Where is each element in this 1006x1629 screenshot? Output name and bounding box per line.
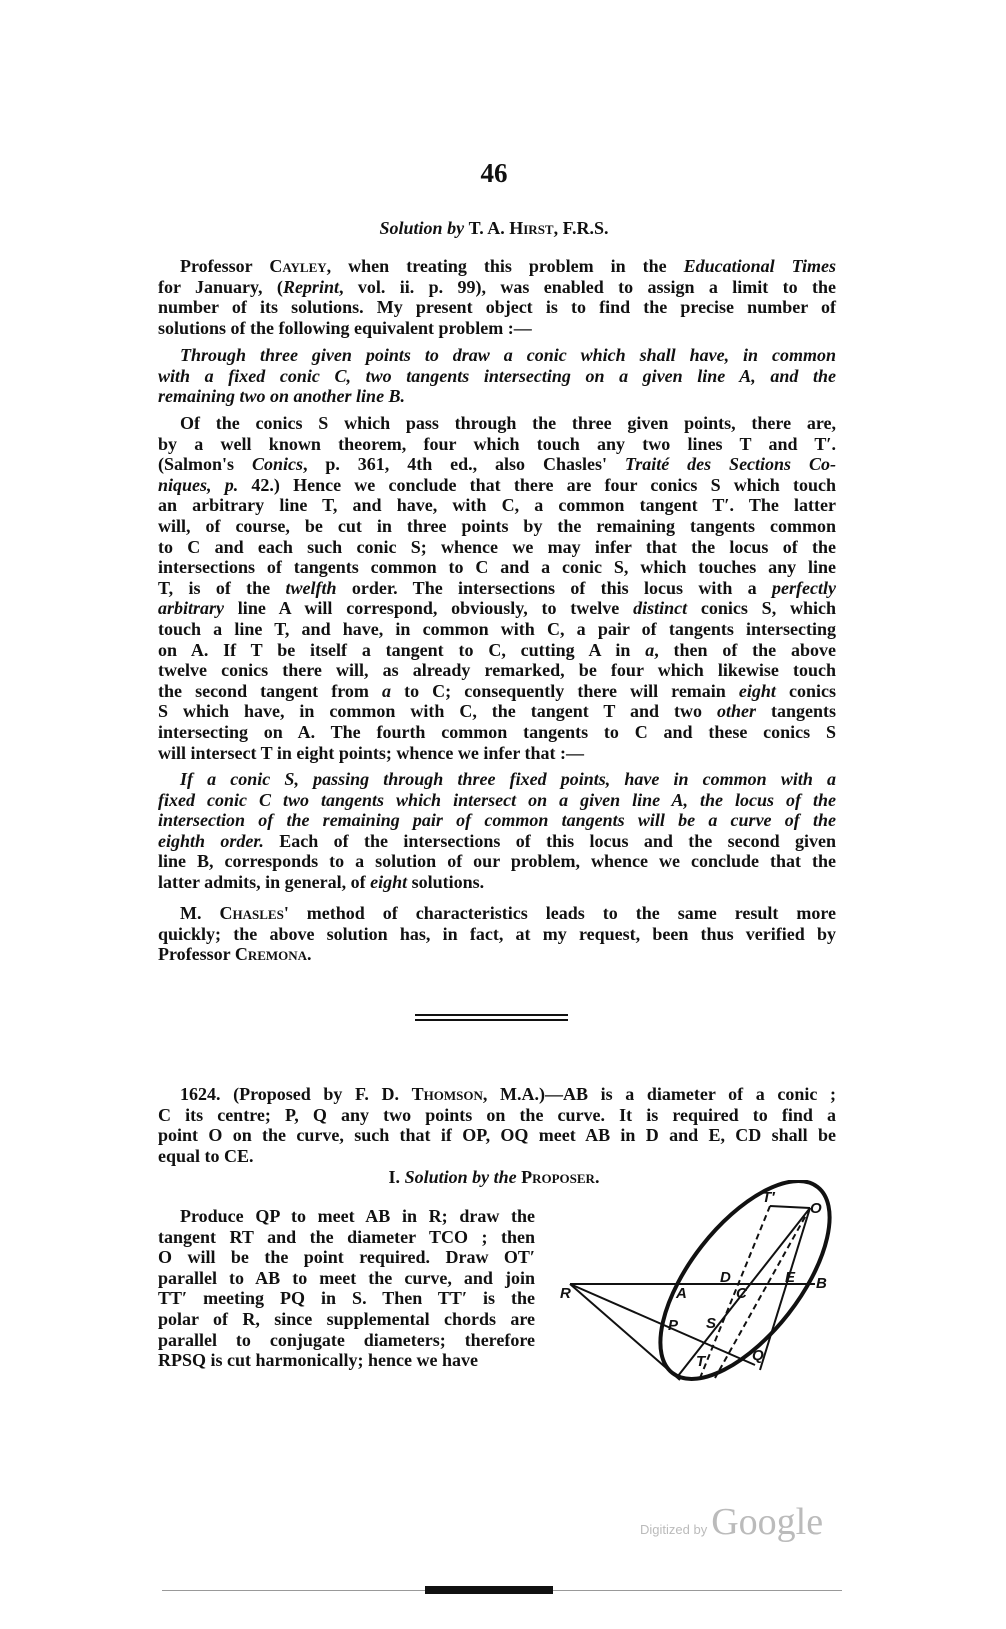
label-O: O: [810, 1200, 822, 1217]
text-run: a: [645, 639, 655, 660]
text-line: [158, 851, 836, 872]
text-run: , vol. ii. p. 99), was enabled to assign a limit to the: [338, 276, 836, 297]
text-run: latter admits, in general, of: [158, 871, 371, 892]
line-OT1: [770, 1206, 810, 1208]
text-run: Chasles: [219, 903, 284, 923]
text-line: [158, 1206, 535, 1227]
text-line: [158, 872, 836, 893]
text-run: O will be the point required. Draw OT′: [158, 1247, 535, 1268]
google-watermark: [640, 1500, 823, 1544]
text-line: [158, 1330, 535, 1351]
text-run: Each of the intersections of this locus and the second given: [263, 830, 836, 851]
text-line: [158, 1268, 535, 1289]
text-run: equal to CE.: [158, 1145, 254, 1166]
text-line: [158, 944, 836, 965]
text-line: [158, 318, 836, 339]
text-line: [158, 366, 836, 387]
label-A: A: [676, 1285, 687, 1302]
text-line: [158, 810, 836, 831]
text-run: I.: [388, 1167, 405, 1187]
text-run: Cayley: [269, 256, 327, 276]
text-run: twelve conics there will, as already remarked, be four which likewise touch: [158, 660, 836, 681]
text-run: Solution by: [379, 218, 469, 238]
text-line: [158, 578, 836, 599]
text-run: point O on the curve, such that if OP, OQ meet AB in D and E, CD shall be: [158, 1125, 836, 1146]
label-S: S: [706, 1315, 717, 1332]
text-run: , when treating this problem in the: [326, 256, 684, 276]
text-line: [158, 413, 836, 434]
text-line: [158, 790, 836, 811]
text-run: order. The intersections of this locus with a: [336, 577, 773, 598]
line-OQ: [760, 1208, 810, 1370]
text-run: remaining two on another line B.: [158, 386, 406, 407]
text-run: to C; consequently there will remain: [391, 680, 739, 701]
text-line: [158, 297, 836, 318]
text-run: eighth order.: [158, 830, 264, 851]
text-run: S which have, in common with C, the tangent T and two: [158, 701, 717, 722]
text-line: [158, 598, 836, 619]
problem-1624: [158, 1084, 836, 1166]
text-run: will intersect T in eight points; whence we infer that :—: [158, 742, 584, 763]
text-run: Produce QP to meet AB in R; draw the: [180, 1206, 535, 1226]
line-RP: [570, 1284, 680, 1380]
label-D: D: [720, 1269, 731, 1286]
text-run: with a fixed conic C, two tangents intersecting on a given line A, and the: [158, 365, 836, 386]
text-line: [158, 434, 836, 455]
text-run: .: [307, 944, 312, 965]
text-run: RPSQ is cut harmonically; hence we have: [158, 1350, 478, 1371]
text-run: , F.R.S.: [553, 218, 609, 238]
text-run: , p. 361, 4th ed., also Chasles': [302, 454, 625, 475]
text-line: [158, 1125, 836, 1146]
text-run: to C and each such conic S; whence we may infer that the locus of the: [158, 536, 836, 557]
text-line: [158, 660, 836, 681]
paragraph: [158, 903, 836, 965]
solution-text: [158, 1206, 535, 1371]
text-line: [158, 640, 836, 661]
text-run: number of its solutions. My present object is to find the precise number of: [158, 297, 836, 318]
text-run: twelfth: [285, 577, 337, 598]
text-run: niques, p.: [158, 474, 239, 495]
text-run: Of the conics S which pass through the three given points, there are,: [180, 413, 836, 433]
text-run: If a conic S, passing through three fixed points, have in common with a: [180, 769, 836, 789]
text-run: Thomson: [411, 1084, 483, 1104]
text-line: [158, 454, 836, 475]
text-run: arbitrary: [158, 598, 225, 619]
text-run: parallel to conjugate diameters; therefore: [158, 1329, 535, 1350]
paragraph: [158, 413, 836, 763]
text-run: M.: [180, 903, 220, 923]
paragraph: [158, 256, 836, 338]
label-E: E: [785, 1269, 796, 1286]
section-title: [0, 218, 988, 239]
text-line: [158, 1309, 535, 1330]
text-run: eight: [370, 871, 408, 892]
text-run: Solution by the: [404, 1167, 522, 1187]
text-line: [158, 831, 836, 852]
text-run: C its centre; P, Q any two points on the curve. It is required to find a: [158, 1104, 836, 1125]
text-line: [158, 277, 836, 298]
page-number: 46: [480, 158, 508, 188]
text-run: intersections of tangents common to C and a conic S, which touches any line: [158, 557, 836, 578]
text-line: [158, 557, 836, 578]
text-run: by a well known theorem, four which touch any two lines T and T′.: [158, 433, 836, 454]
text-line: [158, 681, 836, 702]
text-run: .: [594, 1167, 600, 1187]
text-line: [158, 1247, 535, 1268]
text-line: [158, 475, 836, 496]
text-line: [158, 743, 836, 764]
text-run: Reprint: [282, 276, 339, 297]
text-run: Proposer: [521, 1167, 595, 1187]
text-run: eight: [738, 680, 776, 701]
label-C: C: [736, 1285, 747, 1302]
watermark-small: Digitized by: [640, 1522, 708, 1537]
text-run: the second tangent from: [158, 680, 382, 701]
text-run: Cremona: [234, 944, 308, 965]
text-line: [158, 1350, 535, 1371]
text-run: tangent RT and the diameter TCO ; then: [158, 1226, 535, 1247]
text-run: line A will correspond, obviously, to twelve: [224, 598, 634, 619]
text-run: Through three given points to draw a conic which shall have, in common: [180, 345, 836, 365]
text-run: Conics: [251, 454, 303, 475]
text-run: , M.A.)—AB is a diameter of a conic ;: [482, 1084, 836, 1104]
text-run: Professor: [180, 256, 270, 276]
text-line: [158, 516, 836, 537]
label-B: B: [816, 1275, 827, 1292]
text-run: Educational Times: [683, 256, 837, 276]
text-run: intersection of the remaining pair of common tangents will be a curve of the: [158, 810, 836, 831]
text-run: will, of course, be cut in three points by the remaining tangents common: [158, 515, 836, 536]
paragraph: [158, 345, 836, 407]
text-line: [158, 619, 836, 640]
text-line: [158, 924, 836, 945]
text-run: 42.) Hence we conclude that there are four conics S which touch: [238, 474, 836, 495]
text-run: TT′ meeting PQ in S. Then TT′ is the: [158, 1288, 535, 1309]
text-run: an arbitrary line T, and have, with C, a common tangent T′. The latter: [158, 495, 836, 516]
text-line: [158, 1105, 836, 1126]
text-line: [158, 722, 836, 743]
text-run: parallel to AB to meet the curve, and join: [158, 1267, 535, 1288]
divider-rule-bottom: [415, 1019, 568, 1021]
text-run: quickly; the above solution has, in fact, at my request, been thus verified by: [158, 923, 836, 944]
text-run: T, is of the: [158, 577, 286, 598]
text-run: conics S, which: [687, 598, 836, 619]
text-run: T. A.: [468, 218, 510, 238]
text-run: solutions.: [407, 871, 485, 892]
text-run: a: [382, 680, 391, 701]
label-P: P: [668, 1317, 679, 1334]
text-run: other: [717, 701, 757, 722]
text-run: Hirst: [509, 218, 554, 238]
bottom-bar: [425, 1586, 553, 1594]
text-line: [158, 256, 836, 277]
paragraph: [158, 769, 836, 893]
label-T1: T′: [762, 1189, 775, 1206]
text-line: [158, 701, 836, 722]
text-line: [158, 1084, 836, 1105]
text-line: [158, 1227, 535, 1248]
text-line: [158, 495, 836, 516]
text-run: (Salmon's: [158, 454, 252, 475]
text-run: Professor: [158, 944, 235, 965]
label-Q: Q: [752, 1347, 764, 1364]
text-run: tangents: [756, 701, 836, 722]
text-line: [158, 903, 836, 924]
text-run: fixed conic C two tangents which intersect on a given line A, the locus of the: [158, 789, 836, 810]
text-run: ' method of characteristics leads to the same result more: [283, 903, 837, 923]
text-run: 1624.: [180, 1084, 221, 1104]
text-run: intersecting on A. The fourth common tangents to C and these conics S: [158, 721, 836, 742]
text-line: [158, 537, 836, 558]
watermark-logo: Google: [711, 1501, 824, 1543]
label-T: T: [696, 1353, 706, 1370]
text-run: touch a line T, and have, in common with C, a pair of tangents intersecting: [158, 618, 836, 639]
text-run: (Proposed by F. D.: [220, 1084, 412, 1104]
text-run: Traité des Sections Co-: [624, 454, 836, 475]
text-run: , then of the above: [654, 639, 837, 660]
text-line: [158, 769, 836, 790]
text-run: distinct: [633, 598, 688, 619]
text-run: conics: [775, 680, 837, 701]
text-run: line B, corresponds to a solution of our problem, whence we conclude that the: [158, 851, 836, 872]
text-line: [158, 1288, 535, 1309]
text-line: [158, 386, 836, 407]
text-run: on A. If T be itself a tangent to C, cutting A in: [158, 639, 646, 660]
text-line: [158, 345, 836, 366]
geometry-figure: [540, 1180, 840, 1390]
text-run: perfectly: [772, 577, 836, 598]
text-run: for January, (: [158, 276, 283, 297]
label-R: R: [560, 1285, 571, 1302]
text-run: solutions of the following equivalent problem :—: [158, 317, 532, 338]
divider-rule-top: [415, 1014, 568, 1016]
text-line: [158, 1146, 836, 1167]
text-run: polar of R, since supplemental chords are: [158, 1308, 535, 1329]
